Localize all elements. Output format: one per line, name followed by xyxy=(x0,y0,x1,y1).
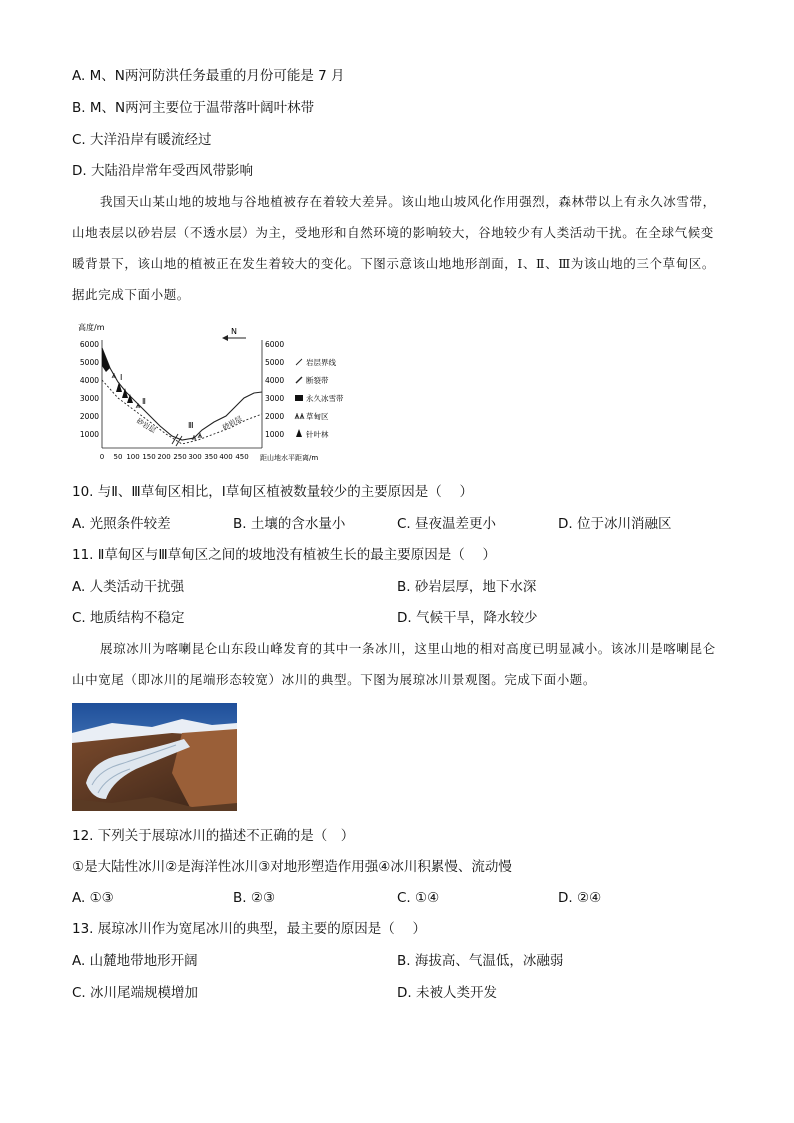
right-tick: 3000 xyxy=(265,394,285,403)
left-tick: 6000 xyxy=(79,340,99,349)
right-tick: 6000 xyxy=(265,340,285,349)
right-tick: 1000 xyxy=(265,430,285,439)
conifer-forest xyxy=(116,382,133,403)
option-b-prev: B. M、N两河主要位于温带落叶阔叶林带 xyxy=(72,100,315,116)
q10-option-b: B. 土壤的含水量小 xyxy=(233,516,346,532)
fault-icon xyxy=(296,377,302,383)
passage-tianshan: 我国天山某山地的坡地与谷地植被存在着较大差异。该山地山坡风化作用强烈，森林带以上有永久冰雪带，山地表层以砂岩层（不透水层）为主，受地形和自然环境的影响较大，谷地较少有人类活动干扰。在全球气候变暖背景下，该山地的植被正在发生着较大的变化。下图示意该山地地形剖面，Ⅰ、Ⅱ、Ⅲ为该山地的三个草甸区。据此完成下面小题。 xyxy=(72,194,716,302)
legend xyxy=(295,357,344,439)
q12-option-a: A. ①③ xyxy=(72,890,114,906)
right-tick: 2000 xyxy=(265,412,285,421)
x-tick: 300 xyxy=(188,453,202,461)
question-13-stem: 13. 展琼冰川作为宽尾冰川的典型，最主要的原因是（ ） xyxy=(72,921,427,937)
option-c-prev: C. 大洋沿岸有暖流经过 xyxy=(72,132,212,148)
x-tick: 450 xyxy=(235,453,249,461)
y-axis-label: 高度/m xyxy=(78,323,105,332)
question-11-stem: 11. Ⅱ草甸区与Ⅲ草甸区之间的坡地没有植被生长的最主要原因是（ ） xyxy=(72,547,497,563)
rock-layer-boundary xyxy=(102,380,262,444)
left-tick: 5000 xyxy=(79,358,99,367)
q12-option-c: C. ①④ xyxy=(397,890,440,906)
left-tick: 3000 xyxy=(79,394,99,403)
x-axis-ticks xyxy=(100,453,249,461)
question-10-stem: 10. 与Ⅱ、Ⅲ草甸区相比，Ⅰ草甸区植被数量较少的主要原因是（ ） xyxy=(72,484,473,500)
passage-glacier: 展琼冰川为喀喇昆仑山东段山峰发育的其中一条冰川，这里山地的相对高度已明显减小。该冰川是喀喇昆仑山中宽尾（即冰川的尾端形态较宽）冰川的典型。下图为展琼冰川景观图。完成下面小题。 xyxy=(72,641,716,687)
q10-option-c: C. 昼夜温差更小 xyxy=(397,516,497,532)
snow-icon xyxy=(295,395,303,401)
meadow-icon xyxy=(295,413,304,419)
legend-item: 永久冰雪带 xyxy=(306,394,344,403)
q13-option-a: A. 山麓地带地形开阔 xyxy=(72,953,198,969)
q10-option-a: A. 光照条件较差 xyxy=(72,516,171,532)
right-tick: 4000 xyxy=(265,376,285,385)
rock-boundary-icon xyxy=(296,359,302,365)
legend-item: 断裂带 xyxy=(306,376,329,385)
option-d-prev: D. 大陆沿岸常年受西风带影响 xyxy=(72,163,253,179)
x-tick: 250 xyxy=(173,453,187,461)
left-tick: 1000 xyxy=(79,430,99,439)
zone-label-3: Ⅲ xyxy=(188,421,194,430)
legend-item: 草甸区 xyxy=(306,412,329,421)
legend-item: 针叶林 xyxy=(306,430,329,439)
x-tick: 0 xyxy=(99,453,105,461)
sandstone-label-right: 砂岩层 xyxy=(221,414,244,432)
right-tick: 5000 xyxy=(265,358,285,367)
right-axis-ticks xyxy=(265,340,284,439)
question-12-statements: ①是大陆性冰川②是海洋性冰川③对地形塑造作用强④冰川积累慢、流动慢 xyxy=(72,859,512,875)
q12-option-d: D. ②④ xyxy=(558,890,602,906)
glacier-photo xyxy=(72,703,237,811)
q13-option-c: C. 冰川尾端规模增加 xyxy=(72,985,199,1001)
x-axis-label: 距山地水平距离/m xyxy=(260,454,319,462)
q11-option-c: C. 地质结构不稳定 xyxy=(72,610,185,626)
x-tick: 100 xyxy=(126,453,140,461)
x-tick: 200 xyxy=(157,453,171,461)
fault-zone xyxy=(172,434,182,446)
left-axis-ticks xyxy=(80,340,99,439)
x-tick: 400 xyxy=(219,453,233,461)
conifer-icon xyxy=(296,429,302,437)
x-tick: 350 xyxy=(204,453,218,461)
sandstone-label-left: 砂岩层 xyxy=(134,416,157,435)
zone-label-2: Ⅱ xyxy=(142,397,146,406)
snow-zone xyxy=(102,348,110,372)
q13-option-b: B. 海拔高、气温低，冰融弱 xyxy=(397,953,564,969)
legend-item: 岩层界线 xyxy=(306,358,336,367)
option-a-prev: A. M、N两河防洪任务最重的月份可能是 7 月 xyxy=(72,68,345,84)
north-label: N xyxy=(231,327,237,336)
x-tick: 150 xyxy=(142,453,156,461)
q12-option-b: B. ②③ xyxy=(233,890,276,906)
q11-option-a: A. 人类活动干扰强 xyxy=(72,579,185,595)
terrain-profile-figure xyxy=(74,318,374,468)
q11-option-d: D. 气候干旱，降水较少 xyxy=(397,610,538,626)
q13-option-d: D. 未被人类开发 xyxy=(397,985,497,1001)
x-tick: 50 xyxy=(113,453,123,461)
q11-option-b: B. 砂岩层厚，地下水深 xyxy=(397,579,537,595)
q10-option-d: D. 位于冰川消融区 xyxy=(558,516,672,532)
left-tick: 2000 xyxy=(79,412,99,421)
zone-label-1: Ⅰ xyxy=(120,373,123,382)
question-12-stem: 12. 下列关于展琼冰川的描述不正确的是（ ） xyxy=(72,828,355,844)
left-tick: 4000 xyxy=(79,376,99,385)
